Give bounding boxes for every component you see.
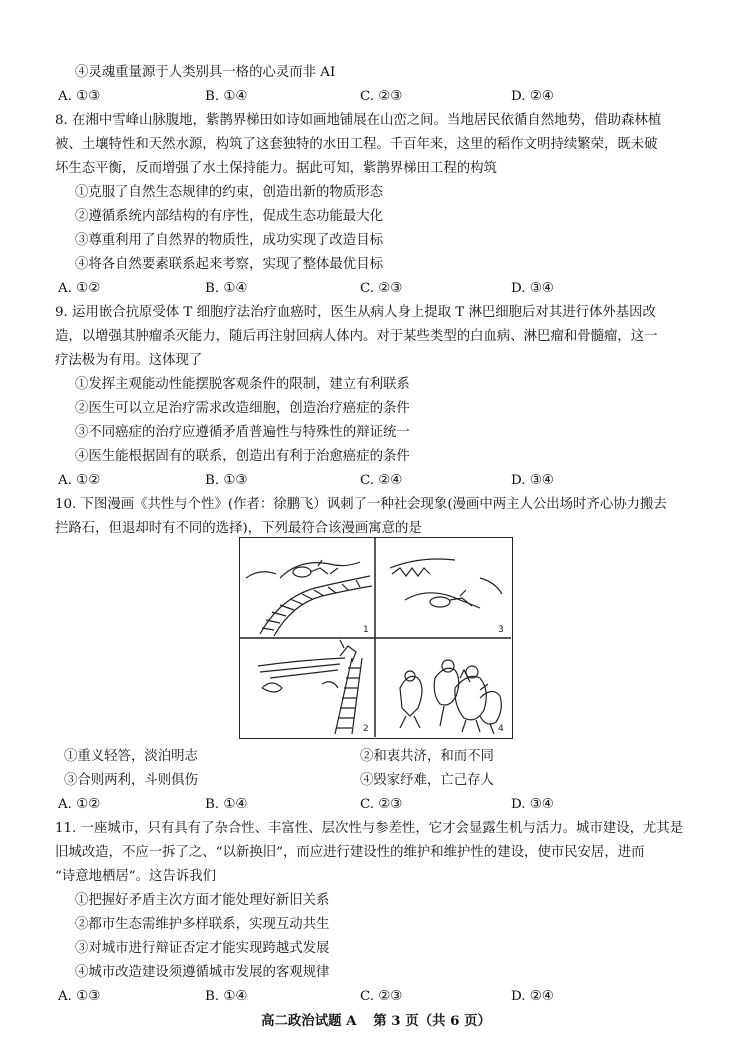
q8-option-3: ③尊重利用了自然界的物质性，成功实现了改造目标	[75, 233, 383, 248]
q8-option-2: ②遵循系统内部结构的有序性，促成生态功能最大化	[75, 209, 383, 224]
q7-option-4: ④灵魂重量源于人类别具一格的心灵而非 AI	[75, 65, 336, 80]
choice-c: C. ②③	[360, 989, 403, 1004]
q11-option-3: ③对城市进行辩证否定才能实现跨越式发展	[75, 941, 330, 956]
q10-choices	[0, 795, 752, 815]
panel-number-2: 2	[363, 724, 369, 734]
q10-options-row-2	[0, 771, 752, 791]
choice-a: A. ①③	[58, 989, 101, 1004]
choice-a: A. ①②	[58, 473, 101, 488]
choice-b: B. ①④	[205, 797, 248, 812]
page-footer	[0, 1011, 752, 1031]
footer-subject: 高二政治试题 A	[261, 1013, 357, 1029]
q8-choices	[0, 279, 752, 299]
choice-c: C. ②④	[360, 473, 403, 488]
q9-option-3: ③不同癌症的治疗应遵循矛盾普遍性与特殊性的辩证统一	[75, 425, 410, 440]
q9-option-4: ④医生能根据固有的联系，创造出有利于治愈癌症的条件	[75, 449, 410, 464]
q11-stem-line-2: 旧城改造，不应一拆了之、“以新换旧”，而应进行建设性的维护和维护性的建设，使市民安居，进而	[55, 845, 645, 860]
choice-d: D. ③④	[511, 281, 554, 296]
q10-option-3: ③合则两利，斗则俱伤	[64, 773, 198, 788]
q8-stem-line-1: 8. 在湘中雪峰山脉腹地，紫鹊界梯田如诗如画地铺展在山峦之间。当地居民依循自然地势，借助森林植	[55, 113, 662, 128]
q11-stem-line-3: “诗意地栖居”。这告诉我们	[55, 869, 216, 884]
q11-option-4: ④城市改造建设须遵循城市发展的客观规律	[75, 965, 330, 980]
q8-stem-line-3: 坏生态平衡，反而增强了水土保持能力。据此可知，紫鹊界梯田工程的构筑	[55, 161, 497, 176]
panel-number-3: 3	[498, 625, 504, 635]
q11-stem-line-1: 11. 一座城市，只有具有了杂合性、丰富性、层次性与参差性，它才会显露生机与活力。城市建设，尤其是	[55, 821, 684, 836]
q10-option-2: ②和衷共济，和而不同	[360, 749, 494, 764]
q9-stem-line-3: 疗法极为有用。这体现了	[55, 353, 203, 368]
q9-option-1: ①发挥主观能动性能摆脱客观条件的限制，建立有利联系	[75, 377, 410, 392]
choice-b: B. ①③	[205, 473, 248, 488]
comic-drawing	[240, 538, 511, 737]
choice-d: D. ②④	[511, 89, 554, 104]
choice-c: C. ②③	[360, 89, 403, 104]
q8-stem-line-2: 被、土壤特性和天然水源，构筑了这套独特的水田工程。千百年来，这里的稻作文明持续繁荣，既未破	[55, 137, 658, 152]
q7-choices	[0, 87, 752, 107]
q11-choices	[0, 987, 752, 1007]
choice-a: A. ①②	[58, 281, 101, 296]
q8-option-1: ①克服了自然生态规律的约束，创造出新的物质形态	[75, 185, 383, 200]
choice-d: D. ③④	[511, 797, 554, 812]
q11-option-1: ①把握好矛盾主次方面才能处理好新旧关系	[75, 893, 330, 908]
choice-d: D. ③④	[511, 473, 554, 488]
panel-number-1: 1	[363, 625, 369, 635]
q10-options-row-1	[0, 747, 752, 767]
q9-choices	[0, 471, 752, 491]
q10-option-1: ①重义轻答，淡泊明志	[64, 749, 198, 764]
q10-stem-line-1: 10. 下图漫画《共性与个性》(作者：徐鹏飞）讽刺了一种社会现象(漫画中两主人公出场时齐心协力搬去	[55, 497, 667, 512]
q9-stem-line-1: 9. 运用嵌合抗原受体 T 细胞疗法治疗血癌时，医生从病人身上提取 T 淋巴细胞后对其进行体外基因改	[55, 305, 656, 320]
choice-a: A. ①②	[58, 797, 101, 812]
panel-number-4: 4	[498, 724, 504, 734]
q10-stem-line-2: 拦路石，但退却时有不同的选择)，下列最符合该漫画寓意的是	[55, 521, 422, 536]
choice-d: D. ②④	[511, 989, 554, 1004]
choice-a: A. ①③	[58, 89, 101, 104]
choice-c: C. ②③	[360, 797, 403, 812]
q10-option-4: ④毁家纾难，亡己存人	[360, 773, 494, 788]
choice-b: B. ①④	[205, 281, 248, 296]
comic-illustration	[239, 537, 513, 739]
choice-b: B. ①④	[205, 89, 248, 104]
q11-option-2: ②都市生态需维护多样联系，实现互动共生	[75, 917, 330, 932]
choice-c: C. ②③	[360, 281, 403, 296]
q8-option-4: ④将各自然要素联系起来考察，实现了整体最优目标	[75, 257, 383, 272]
choice-b: B. ①④	[205, 989, 248, 1004]
q9-stem-line-2: 造，以增强其肿瘤杀灭能力，随后再注射回病人体内。对于某些类型的白血病、淋巴瘤和骨髓瘤，这一	[55, 329, 658, 344]
q9-option-2: ②医生可以立足治疗需求改造细胞，创造治疗癌症的条件	[75, 401, 410, 416]
footer-page-number: 第 3 页（共 6 页）	[373, 1013, 491, 1029]
